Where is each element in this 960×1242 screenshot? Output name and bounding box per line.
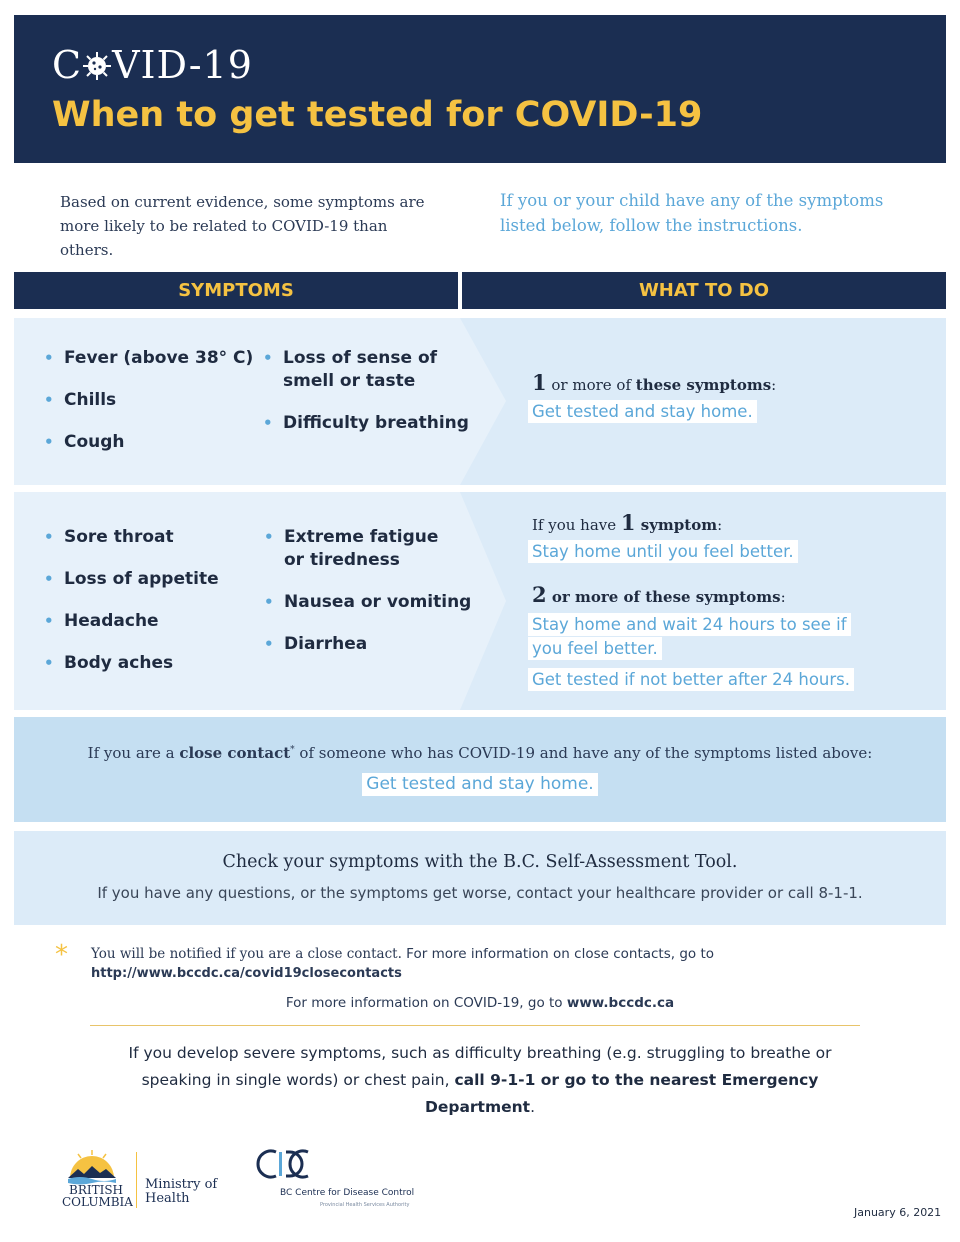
symptom-item: • Fever (above 38° C)	[44, 347, 253, 370]
bc-wordmark: BRITISH COLUMBIA	[62, 1183, 133, 1209]
what-to-do-column-header: WHAT TO DO	[462, 272, 946, 309]
symptom-item: • Diarrhea	[264, 633, 471, 656]
bccdc-name: BC Centre for Disease Control	[280, 1188, 415, 1198]
symptom-item: • Cough	[44, 431, 253, 454]
self-assessment-subtitle: If you have any questions, or the symptoms get worse, contact your healthcare provider or call 8-1-1.	[97, 884, 863, 902]
symptom-item: • Body aches	[44, 652, 219, 675]
bccdc-subtitle: Provincial Health Services Authority	[320, 1202, 410, 1208]
symptom-item: • Difficulty breathing	[263, 412, 469, 435]
instruction-action: Stay home and wait 24 hours to see if	[528, 613, 851, 636]
divider	[90, 1025, 860, 1026]
symptom-item: • Loss of appetite	[44, 568, 219, 591]
symptom-list-primary	[44, 526, 219, 675]
page-title: When to get tested for COVID-19	[52, 95, 703, 135]
symptom-item: • Headache	[44, 610, 219, 633]
ministry-of-health-wordmark: Ministry of Health	[145, 1177, 218, 1206]
publication-date: January 6, 2021	[854, 1206, 942, 1219]
bccdc-logo	[256, 1148, 416, 1210]
intro-right-line: listed below, follow the instructions.	[500, 216, 803, 235]
close-contact-text: If you are a close contact* of someone who has COVID-19 and have any of the symptoms listed above:	[87, 744, 873, 762]
symptom-list-secondary	[264, 526, 471, 656]
close-contact-note: You will be notified if you are a close contact. For more information on close contacts, go to	[91, 946, 715, 962]
intro-left-text	[60, 190, 440, 262]
logo-separator	[136, 1152, 137, 1208]
instruction-lead: 2 or more of these symptoms:	[532, 582, 786, 607]
covid19-logo: C VID-19	[52, 43, 253, 87]
close-contacts-link[interactable]: http://www.bccdc.ca/covid19closecontacts	[91, 966, 402, 981]
intro-left-line: more likely to be related to COVID-19 than others.	[60, 217, 388, 259]
symptom-item: • Chills	[44, 389, 253, 412]
symptom-item: • Nausea or vomiting	[264, 591, 471, 614]
symptom-list-secondary	[263, 347, 469, 435]
symptoms-column-header: SYMPTOMS	[14, 272, 458, 309]
symptom-item: • Extreme fatigue or tiredness	[264, 526, 471, 572]
symptom-row-2	[14, 492, 946, 710]
symptom-row-1	[14, 318, 946, 485]
self-assessment-title: Check your symptoms with the B.C. Self-Assessment Tool.	[222, 852, 738, 872]
close-contact-action: Get tested and stay home.	[14, 773, 946, 796]
self-assessment-box	[14, 831, 946, 925]
instruction-lead: If you have 1 symptom:	[532, 510, 723, 535]
bccdc-link[interactable]: www.bccdc.ca	[566, 995, 675, 1011]
symptom-item: • Loss of sense of smell or taste	[263, 347, 469, 393]
header-banner	[14, 15, 946, 163]
more-info-note: For more information on COVID-19, go to www.bccdc.ca	[285, 995, 675, 1011]
intro-right-text	[500, 188, 920, 238]
virus-icon	[82, 46, 112, 76]
symptom-item: • Sore throat	[44, 526, 219, 549]
symptom-list-primary	[44, 347, 253, 454]
severe-symptoms-note: If you develop severe symptoms, such as difficulty breathing (e.g. struggling to breathe or speaking in single words) or chest pain, call 9-1-1 or go to the nearest Emergency Department.	[128, 1044, 832, 1116]
instruction-action: Get tested if not better after 24 hours.	[528, 668, 854, 691]
intro-right-line: If you or your child have any of the symptoms	[500, 191, 884, 210]
instruction-action: you feel better.	[528, 637, 662, 660]
instruction-lead: 1 or more of these symptoms:	[532, 370, 777, 395]
instruction-action: Stay home until you feel better.	[528, 540, 798, 563]
instruction-action: Get tested and stay home.	[528, 400, 757, 423]
intro-left-line: Based on current evidence, some symptoms are	[60, 193, 425, 211]
asterisk-icon: *	[55, 940, 68, 970]
close-contact-box	[14, 717, 946, 822]
